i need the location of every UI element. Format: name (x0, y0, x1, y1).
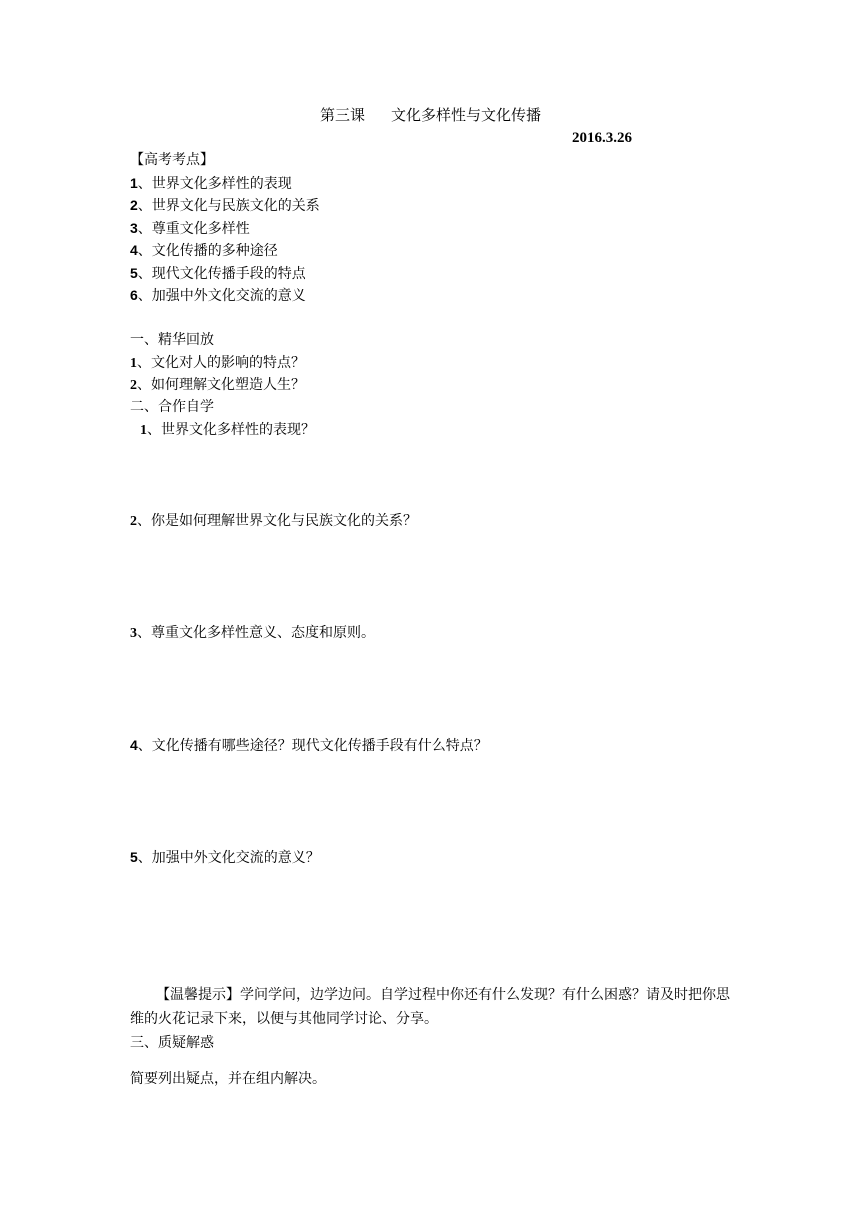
self-study-question: 3、尊重文化多样性意义、态度和原则。 (130, 625, 375, 641)
self-study-question: 1、世界文化多样性的表现？ (140, 422, 315, 438)
exam-point-item: 4、文化传播的多种途径 (130, 242, 278, 259)
lesson-number: 第三课 (320, 106, 366, 124)
exam-points-heading: 【高考考点】 (130, 152, 214, 168)
self-study-question: 4、文化传播有哪些途径？现代文化传播手段有什么特点？ (130, 737, 488, 754)
review-item: 1、文化对人的影响的特点？ (130, 355, 305, 371)
exam-point-item: 6、加强中外文化交流的意义 (130, 287, 306, 304)
self-study-question: 5、加强中外文化交流的意义？ (130, 849, 320, 866)
doubts-text: 简要列出疑点，并在组内解决。 (130, 1071, 326, 1087)
lesson-topic: 文化多样性与文化传播 (391, 106, 542, 124)
exam-point-item: 1、世界文化多样性的表现 (130, 175, 292, 192)
warm-tip-text: 学问学问，边学边问。自学过程中你还有什么发现？有什么困惑？请及时把你思维的火花记录下来，以便与其他同学讨论、分享。 (130, 987, 730, 1027)
review-item: 2、如何理解文化塑造人生？ (130, 377, 305, 393)
exam-point-item: 3、尊重文化多样性 (130, 220, 250, 237)
self-study-heading: 二、合作自学 (130, 399, 214, 415)
self-study-question: 2、你是如何理解世界文化与民族文化的关系？ (130, 513, 417, 529)
date: 2016.3.26 (572, 130, 632, 146)
exam-point-item: 2、世界文化与民族文化的关系 (130, 197, 320, 214)
warm-tip-label: 【温馨提示】 (156, 987, 240, 1003)
review-heading: 一、精华回放 (130, 332, 214, 348)
exam-point-item: 5、现代文化传播手段的特点 (130, 265, 306, 282)
page-title (320, 106, 541, 124)
doubts-heading: 三、质疑解惑 (130, 1035, 214, 1051)
warm-tip (130, 983, 730, 1031)
